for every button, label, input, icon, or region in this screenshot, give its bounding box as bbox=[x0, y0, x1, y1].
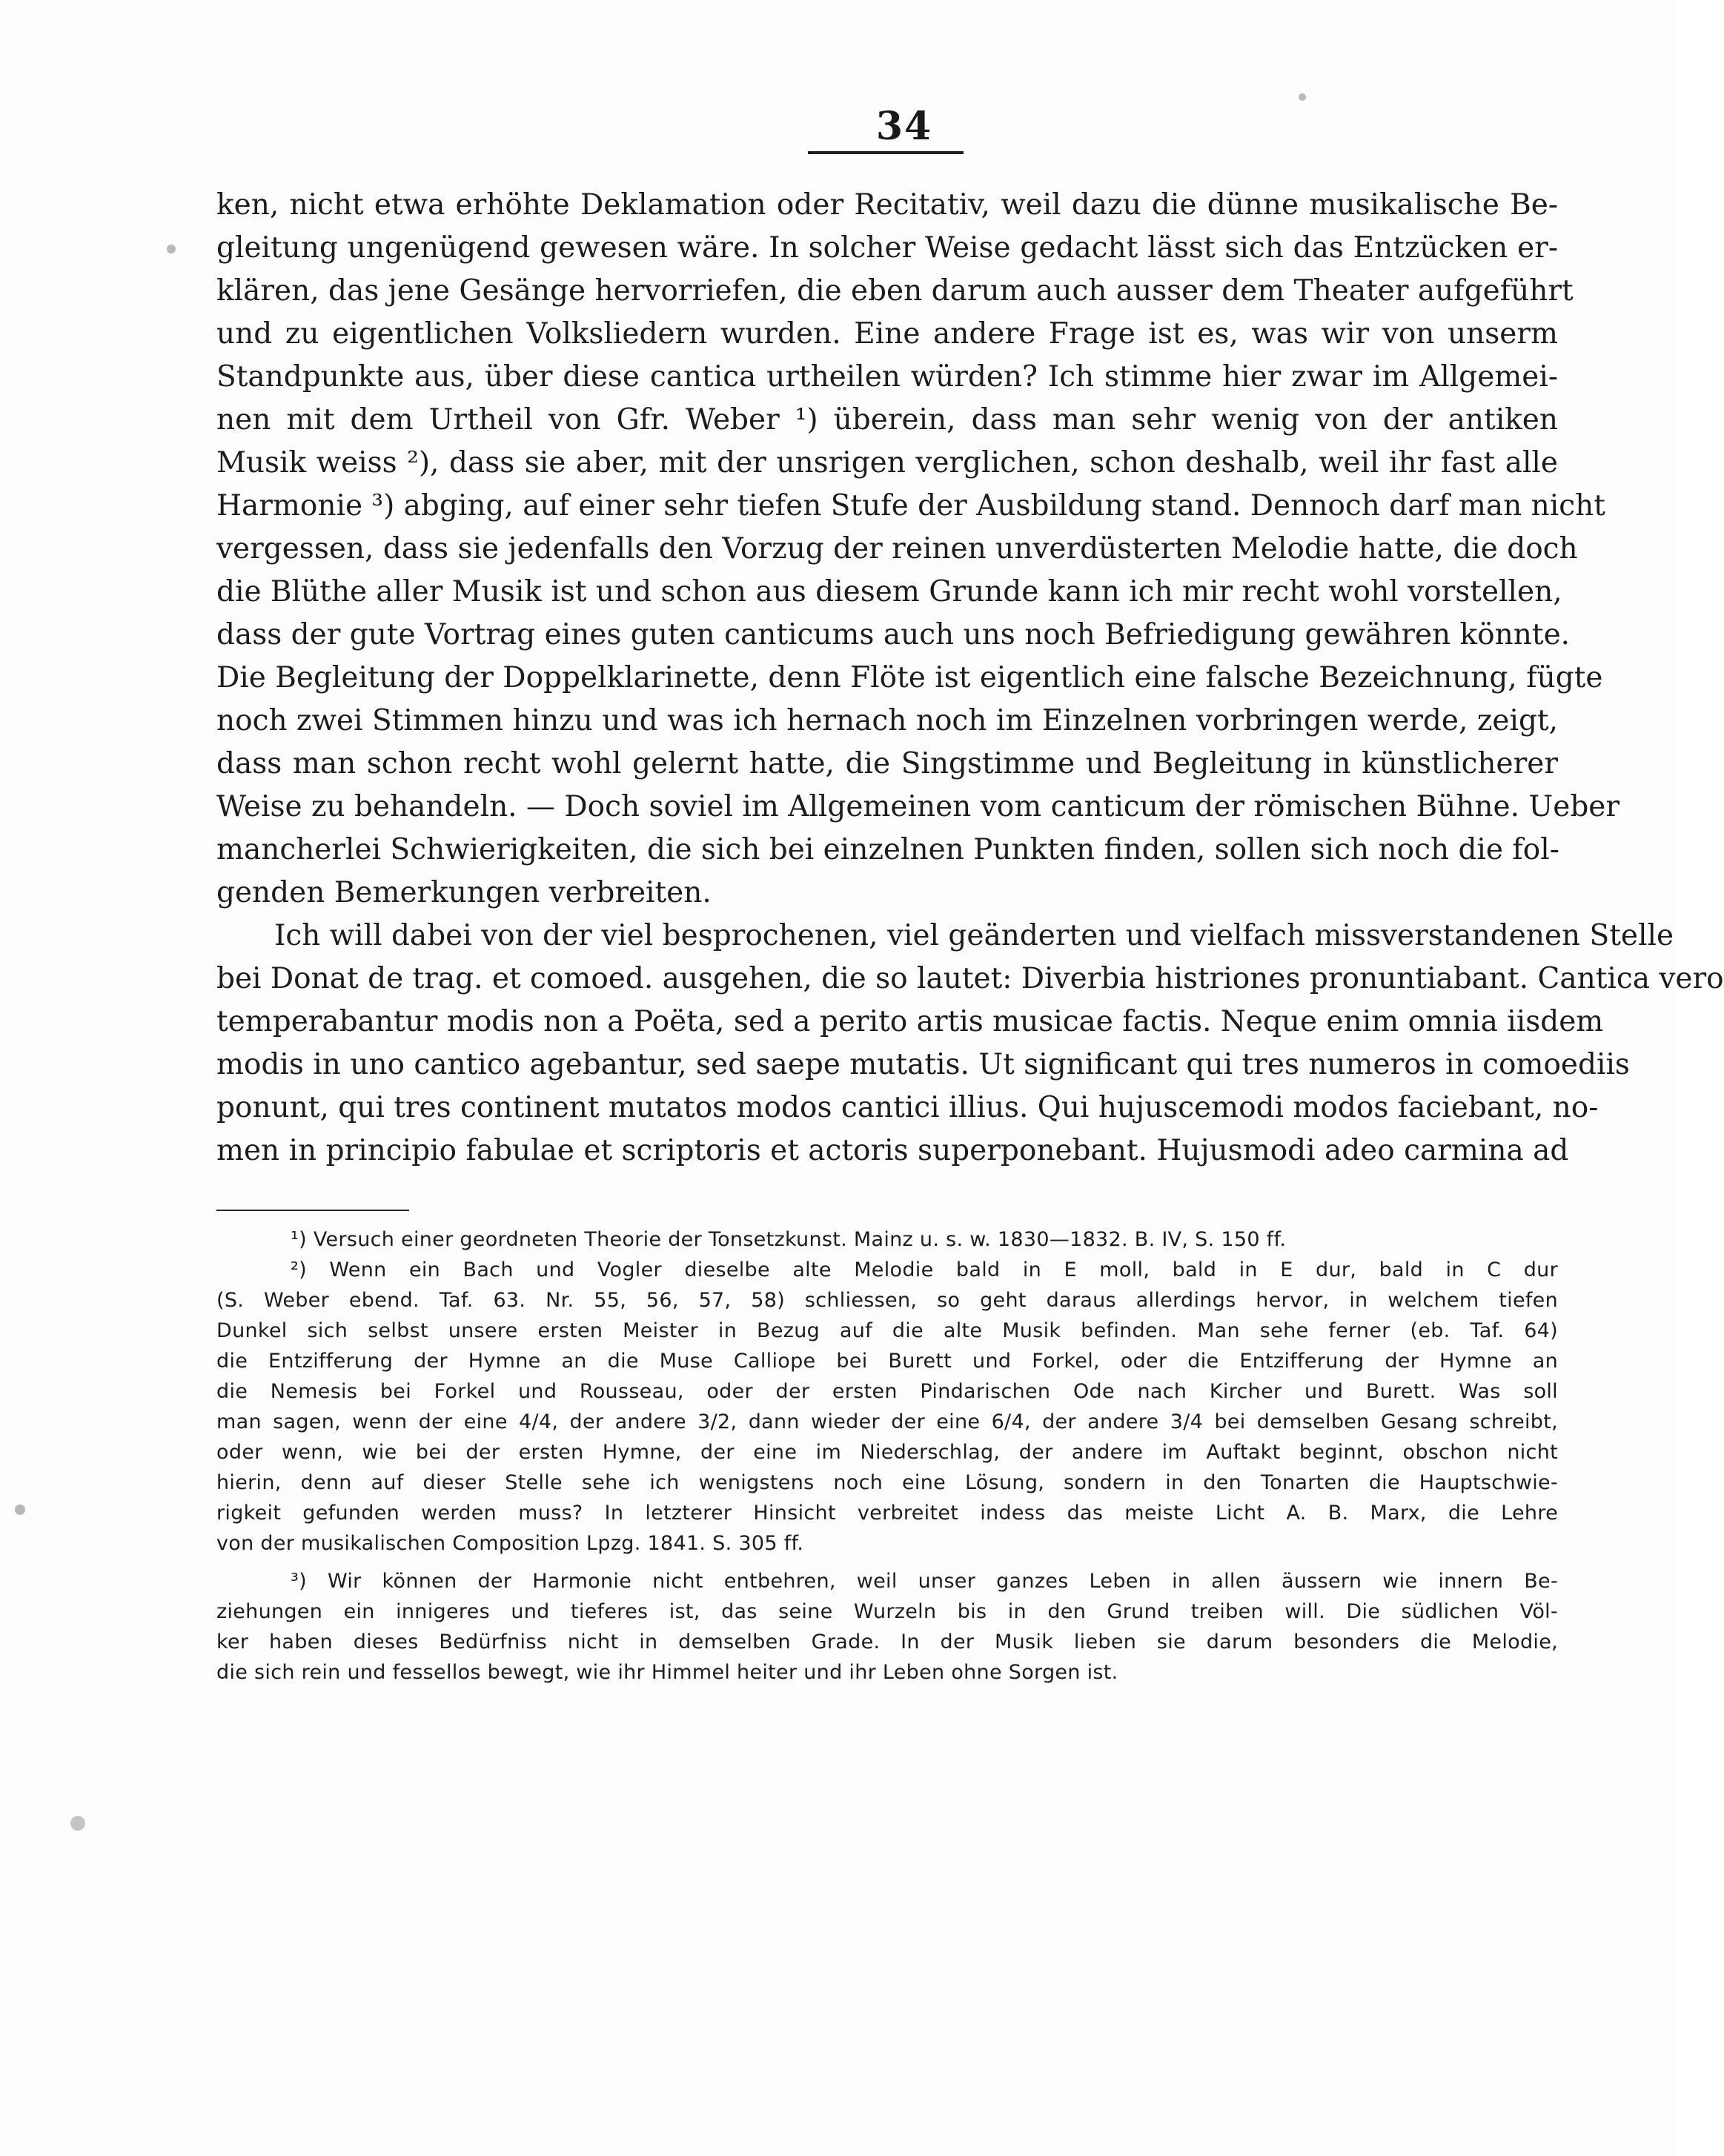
footnote-2 bbox=[216, 1255, 1558, 1559]
footnote-line: von der musikalischen Composition Lpzg. 1841. S. 305 ff. bbox=[216, 1532, 804, 1555]
text-line: Weise zu behandeln. — Doch soviel im Allgemeinen vom canticum der römischen Bühne. Ueber bbox=[216, 790, 1620, 823]
footnote-line: ker haben dieses Bedürfniss nicht in demselben Grade. In der Musik lieben sie darum besonders die Melodie, bbox=[216, 1631, 1558, 1654]
text-line: temperabantur modis non a Poëta, sed a perito artis musicae factis. Neque enim omnia iisdem bbox=[216, 1005, 1604, 1038]
footnote-gap bbox=[216, 1559, 1558, 1566]
text-line: nen mit dem Urtheil von Gfr. Weber ¹) überein, dass man sehr wenig von der antiken bbox=[216, 403, 1558, 437]
paper-speck bbox=[167, 245, 176, 253]
text-line: noch zwei Stimmen hinzu und was ich hernach noch im Einzelnen vorbringen werde, zeigt, bbox=[216, 704, 1558, 737]
footnote-line: die Nemesis bei Forkel und Rousseau, oder der ersten Pindarischen Ode nach Kircher und Burett. Was soll bbox=[216, 1380, 1558, 1403]
page-number-underline bbox=[808, 151, 964, 154]
text-line: ken, nicht etwa erhöhte Deklamation oder Recitativ, weil dazu die dünne musikalische Be- bbox=[216, 188, 1558, 222]
text-line: ponunt, qui tres continent mutatos modos cantici illius. Qui hujuscemodi modos faciebant, no- bbox=[216, 1091, 1599, 1124]
text-line: bei Donat de trag. et comoed. ausgehen, die so lautet: Diverbia histriones pronuntiabant. Cantica vero bbox=[216, 962, 1724, 995]
text-line: Standpunkte aus, über diese cantica urtheilen würden? Ich stimme hier zwar im Allgemei- bbox=[216, 360, 1558, 394]
paper-speck bbox=[70, 1816, 85, 1831]
footnote-line: hierin, denn auf dieser Stelle sehe ich wenigstens noch eine Lösung, sondern in den Tonarten die Hauptschwie- bbox=[216, 1471, 1558, 1494]
paper-speck bbox=[1299, 93, 1306, 101]
footnote-line: rigkeit gefunden werden muss? In letzterer Hinsicht verbreitet indess das meiste Licht A. B. Marx, die Lehre bbox=[216, 1502, 1558, 1525]
footnote-line: die Entzifferung der Hymne an die Muse Calliope bei Burett und Forkel, oder die Entzifferung der Hymne an bbox=[216, 1350, 1558, 1373]
footnote-separator bbox=[216, 1210, 409, 1211]
footnote-line: die sich rein und fessellos bewegt, wie ihr Himmel heiter und ihr Leben ohne Sorgen ist. bbox=[216, 1661, 1118, 1684]
text-line: genden Bemerkungen verbreiten. bbox=[216, 876, 712, 909]
text-line: mancherlei Schwierigkeiten, die sich bei einzelnen Punkten finden, sollen sich noch die fol- bbox=[216, 833, 1559, 866]
text-line: vergessen, dass sie jedenfalls den Vorzug der reinen unverdüsterten Melodie hatte, die doch bbox=[216, 532, 1578, 565]
text-line: und zu eigentlichen Volksliedern wurden. Eine andere Frage ist es, was wir von unserm bbox=[216, 317, 1558, 351]
footnote-line: ²) Wenn ein Bach und Vogler dieselbe alte Melodie bald in E moll, bald in E dur, bald in C dur bbox=[291, 1258, 1558, 1281]
text-line: klären, das jene Gesänge hervorriefen, die eben darum auch ausser dem Theater aufgeführt bbox=[216, 274, 1574, 308]
page-number: 34 bbox=[875, 104, 933, 149]
text-line: Ich will dabei von der viel besprochenen, viel geänderten und vielfach missverstandenen Stelle bbox=[274, 919, 1674, 952]
text-line: Musik weiss ²), dass sie aber, mit der unsrigen verglichen, schon deshalb, weil ihr fast alle bbox=[216, 446, 1558, 480]
text-line: Harmonie ³) abging, auf einer sehr tiefen Stufe der Ausbildung stand. Dennoch darf man nicht bbox=[216, 489, 1605, 523]
main-text bbox=[216, 184, 1724, 1172]
footnote-1 bbox=[216, 1224, 1558, 1255]
footnote-3 bbox=[216, 1566, 1558, 1688]
text-line: men in principio fabulae et scriptoris et actoris superponebant. Hujusmodi adeo carmina ad bbox=[216, 1134, 1569, 1167]
text-line: modis in uno cantico agebantur, sed saepe mutatis. Ut significant qui tres numeros in comoediis bbox=[216, 1048, 1630, 1081]
paper-speck bbox=[15, 1505, 25, 1515]
text-line: die Blüthe aller Musik ist und schon aus diesem Grunde kann ich mir recht wohl vorstellen, bbox=[216, 575, 1562, 608]
footnote-line: man sagen, wenn der eine 4/4, der andere 3/2, dann wieder der eine 6/4, der andere 3/4 bei demselben Gesang schreibt, bbox=[216, 1410, 1558, 1433]
footnote-line: ³) Wir können der Harmonie nicht entbehren, weil unser ganzes Leben in allen äussern wie innern Be- bbox=[291, 1570, 1558, 1593]
text-line: Die Begleitung der Doppelklarinette, denn Flöte ist eigentlich eine falsche Bezeichnung, fügte bbox=[216, 661, 1603, 694]
footnote-line: oder wenn, wie bei der ersten Hymne, der eine im Niederschlag, der andere im Auftakt beginnt, obschon nicht bbox=[216, 1441, 1558, 1464]
text-line: gleitung ungenügend gewesen wäre. In solcher Weise gedacht lässt sich das Entzücken er- bbox=[216, 231, 1558, 265]
footnotes bbox=[216, 1224, 1558, 1688]
text-line: dass der gute Vortrag eines guten canticums auch uns noch Befriedigung gewähren könnte. bbox=[216, 618, 1571, 651]
text-line: dass man schon recht wohl gelernt hatte, die Singstimme und Begleitung in künstlicherer bbox=[216, 747, 1558, 780]
footnote-line: ¹) Versuch einer geordneten Theorie der Tonsetzkunst. Mainz u. s. w. 1830—1832. B. IV, S. 150 ff. bbox=[291, 1228, 1287, 1251]
footnote-line: Dunkel sich selbst unsere ersten Meister in Bezug auf die alte Musik befinden. Man sehe ferner (eb. Taf. 64) bbox=[216, 1319, 1558, 1342]
footnote-line: ziehungen ein innigeres und tieferes ist, das seine Wurzeln bis in den Grund treiben will. Die südlichen Völ- bbox=[216, 1600, 1558, 1623]
footnote-line: (S. Weber ebend. Taf. 63. Nr. 55, 56, 57, 58) schliessen, so geht daraus allerdings hervor, in welchem tiefen bbox=[216, 1289, 1558, 1312]
